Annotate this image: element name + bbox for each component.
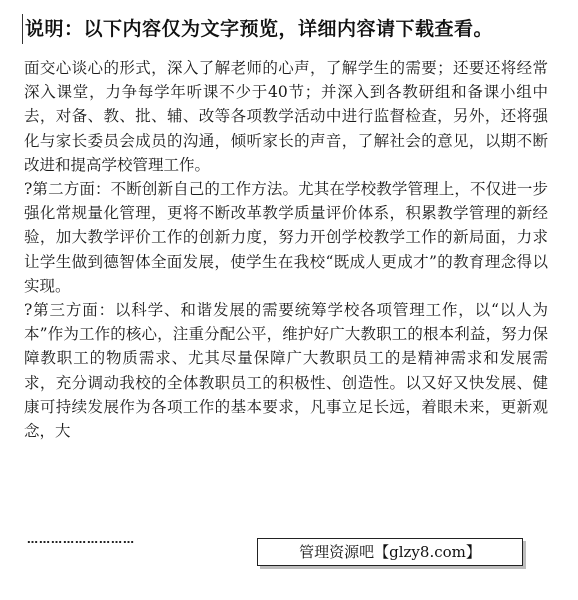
paragraph: 面交心谈心的形式，深入了解老师的心声，了解学生的需要；还要还将经常深入课堂，力争每学年听课不少于40节；并深入到各教研组和备课小组中去，对备、教、批、辅、改等各项教学活动中进行监督检查，另外，还将强化与家长委员会成员的沟通，倾听家长的声音，了解社会的意见，以期不断改进和提高学校管理工作。 [24, 59, 548, 174]
paragraph: ?第三方面：以科学、和谐发展的需要统筹学校各项管理工作，以“以人为本”作为工作的核心，注重分配公平，维护好广大教职工的根本利益，努力保障教职工的物质需求、尤其尽量保障广大教职员工的是精神需求和发展需求，充分调动我校的全体教职员工的积极性、创造性。以又好又快发展、健康可持续发展作为各项工作的基本要求，凡事立足长远，着眼未来，更新观念，大 [24, 301, 548, 441]
source-watermark-box: 管理资源吧【glzy8.com】 [257, 538, 523, 566]
document-body [24, 56, 548, 443]
preview-notice: 说明：以下内容仅为文字预览，详细内容请下载查看。 [22, 14, 575, 44]
truncation-ellipsis: ……………………… [27, 533, 135, 546]
paragraph: ?第二方面：不断创新自己的工作方法。尤其在学校教学管理上，不仅进一步强化常规量化管理，更将不断改革教学质量评价体系，积累教学管理的新经验，加大教学评价工作的创新力度，努力开创学校教学工作的新局面，力求让学生做到德智体全面发展，使学生在我校“既成人更成才”的教育理念得以实现。 [24, 180, 548, 295]
